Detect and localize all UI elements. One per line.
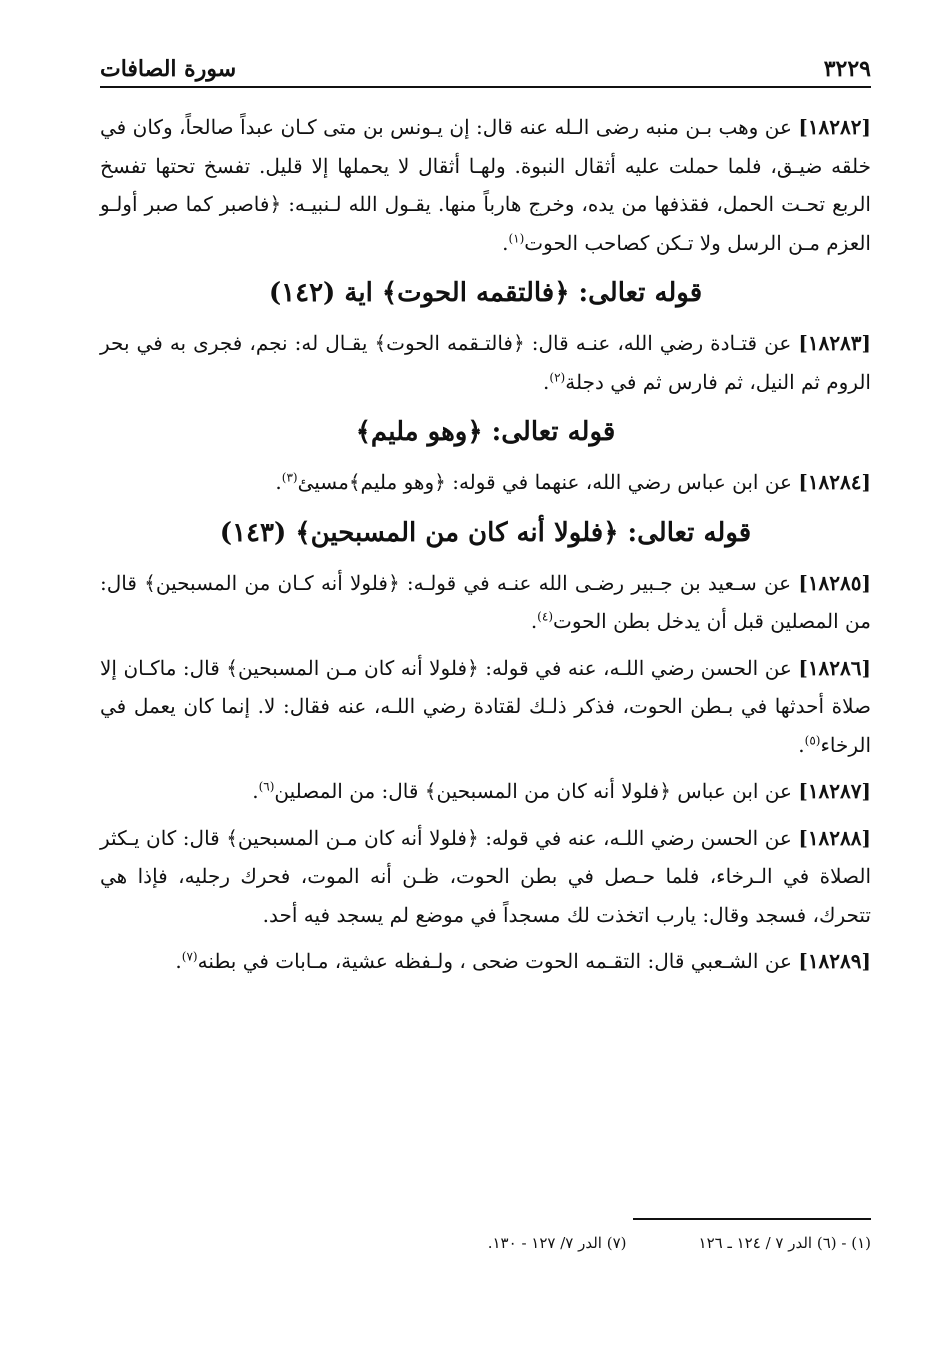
- hadith-text: عن ابن عباس رضي الله، عنهما في قوله: ﴿وهو مليم﴾مسيئ: [297, 470, 799, 494]
- footnote-ref: (١): [508, 230, 525, 245]
- hadith-paragraph: [100, 463, 871, 502]
- hadith-paragraph: [100, 324, 871, 401]
- page-header: [100, 40, 871, 88]
- end-mark: .: [543, 369, 550, 394]
- hadith-text: عن الحسن رضي اللـه، عنه في قوله: ﴿فلولا أنه كان مـن المسبحين﴾ قال: كان يـكثر الصلاة في الـرخاء، فلما حـصل في بطن الحوت، ظـن أنه الموت، فحرك رجليه، فإذا هي تتحرك، فسجد وقال: يارب اتخذت لك مسجداً في موضع لم يسجد فيه أحد.: [100, 825, 871, 927]
- hadith-text: عن سـعيد بن جـبير رضـى الله عنـه في قولـه: ﴿فلولا أنه كـان من المسبحين﴾ قال: من المصلين قبل أن يدخل بطن الحوت: [100, 570, 871, 633]
- footnote-ref: (٦): [258, 779, 275, 794]
- hadith-number: [١٨٢٨٤]: [798, 470, 871, 494]
- hadith-number: [١٨٢٨٨]: [798, 825, 871, 850]
- hadith-number: [١٨٢٨٩]: [798, 949, 871, 973]
- hadith-number: [١٨٢٨٦]: [798, 655, 871, 680]
- hadith-paragraph: [100, 772, 871, 811]
- hadith-number: [١٨٢٨٢]: [798, 115, 871, 139]
- hadith-text: عن وهب بـن منبه رضى الـله عنه قال: إن يـونس بن متى كـان عبداً صالحاً، وكان في خلقه ضيـق، فلما حملت عليه أثقال النبوة. ولهـا أثقال لا يحملها إلا قليل. تفسخ تحتها تفسخ الربع تحـت الحمل، فقذفها من يده، وخرج هارباً منها. يقـول الله لـنبيـه: ﴿فاصبر كما صبر أولـو العزم مـن الرسل ولا تـكن كصاحب الحوت: [100, 115, 871, 255]
- footnote-ref: (٥): [804, 732, 821, 747]
- footnote-ref: (٣): [281, 470, 298, 485]
- section-heading: قوله تعالى: ﴿وهو مليم﴾: [355, 417, 616, 447]
- hadith-number: [١٨٢٨٧]: [798, 779, 871, 803]
- section-heading: قوله تعالى: ﴿فالتقمه الحوت﴾ اية (١٤٢): [268, 278, 703, 308]
- footnotes: [240, 1234, 871, 1252]
- hadith-paragraph: [100, 942, 871, 981]
- footnote-ref: (٤): [537, 609, 553, 624]
- hadith-text: عن الحسن رضي اللـه، عنه في قوله: ﴿فلولا أنه كان مـن المسبحين﴾ قال: ماكـان إلا صلاة أحدثها في بـطن الحوت، فذكر ذلـك لقتادة رضي اللـه، عنه فقال: لا. إنما كان يعمل في الرخاء: [100, 655, 871, 757]
- end-mark: .: [530, 609, 538, 633]
- hadith-text: عن قتـادة رضي الله، عنـه قال: ﴿فالتـقمه الحوت﴾ يقـال له: نجم، فجرى به في بحر الروم ثم النيل، ثم فارس ثم في دجلة: [100, 331, 871, 394]
- footnote-ref: (٢): [549, 369, 566, 384]
- page-body: [100, 108, 871, 989]
- page-number: ٣٢٢٩: [823, 56, 871, 82]
- hadith-paragraph: [100, 649, 871, 765]
- section-heading: قوله تعالى: ﴿فلولا أنه كان من المسبحين﴾ (١٤٣): [219, 517, 752, 548]
- end-mark: .: [502, 230, 509, 255]
- hadith-paragraph: [100, 819, 871, 935]
- hadith-text: عن الشـعبي قال: التقـمه الحوت ضحى ، ولـفظه عشية، مـابات في بطنه: [197, 949, 799, 973]
- end-mark: .: [798, 732, 805, 757]
- end-mark: .: [275, 470, 282, 494]
- end-mark: .: [175, 949, 182, 973]
- hadith-text: عن ابن عباس ﴿فلولا أنه كان من المسبحين﴾ قال: من المصلين: [274, 779, 799, 803]
- hadith-paragraph: [100, 108, 871, 262]
- end-mark: .: [252, 779, 259, 803]
- hadith-number: [١٨٢٨٣]: [798, 331, 872, 355]
- footnote: (٧) الدر ٧/ ١٢٧ - ١٣٠.: [487, 1234, 627, 1252]
- hadith-paragraph: [100, 564, 871, 641]
- hadith-number: [١٨٢٨٥]: [798, 570, 871, 595]
- footnote: (١) - (٦) الدر ٧ / ١٢٤ ـ ١٢٦: [698, 1234, 871, 1252]
- surah-title: سورة الصافات: [100, 56, 237, 82]
- footnote-separator: [633, 1218, 871, 1220]
- footnote-ref: (٧): [181, 949, 198, 964]
